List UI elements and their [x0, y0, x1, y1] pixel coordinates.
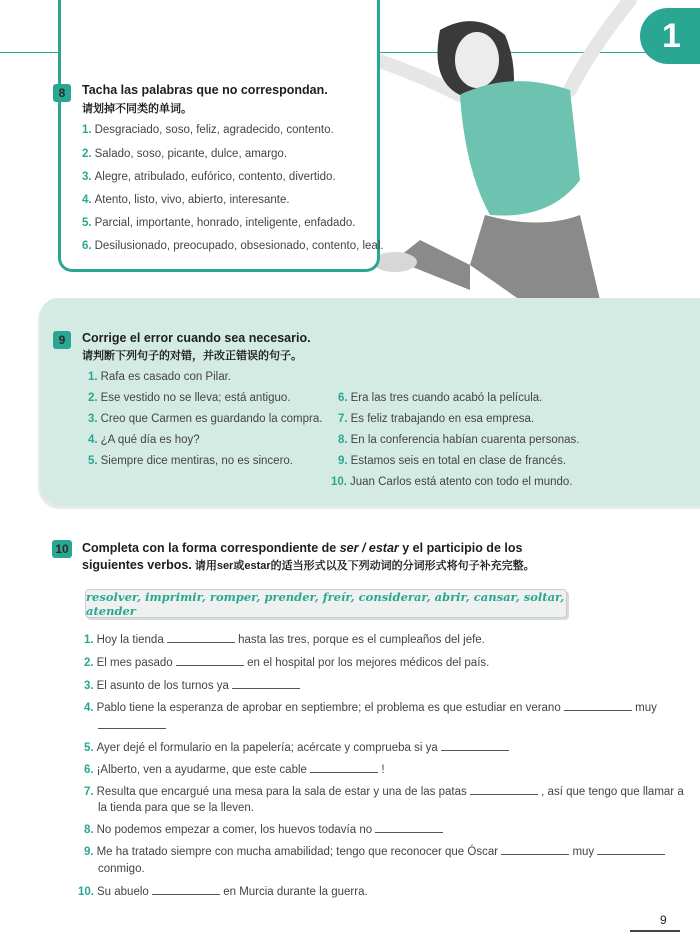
answer-blank[interactable] [98, 718, 166, 729]
answer-blank[interactable] [597, 844, 665, 855]
answer-blank[interactable] [501, 844, 569, 855]
exercise-9-item: 5. Siempre dice mentiras, no es sincero. [88, 455, 293, 467]
exercise-8-number: 8 [53, 84, 71, 102]
unit-number-badge: 1 [640, 8, 700, 64]
exercise-10-item-cont: conmigo. [98, 863, 145, 875]
answer-blank[interactable] [167, 632, 235, 643]
answer-blank[interactable] [375, 822, 443, 833]
answer-blank[interactable] [564, 700, 632, 711]
exercise-10-item: 3. El asunto de los turnos ya [84, 678, 300, 692]
exercise-10-item-cont: la tienda para que se la lleven. [98, 802, 254, 814]
exercise-8-subtitle: 请划掉不同类的单词。 [82, 103, 192, 115]
exercise-9-item: 4. ¿A qué día es hoy? [88, 434, 200, 446]
exercise-9-item: 8. En la conferencia habían cuarenta personas. [338, 434, 580, 446]
exercise-9-item: 6. Era las tres cuando acabó la película. [338, 392, 543, 404]
exercise-8-item: 6. Desilusionado, preocupado, obsesionado, contento, leal. [82, 240, 384, 252]
page-number: 9 [660, 913, 667, 927]
answer-blank[interactable] [310, 762, 378, 773]
exercise-9-item: 2. Ese vestido no se lleva; está antiguo. [88, 392, 291, 404]
answer-blank[interactable] [176, 655, 244, 666]
exercise-10-item: 5. Ayer dejé el formulario en la papelería; acércate y comprueba si ya [84, 740, 509, 754]
exercise-8-item: 2. Salado, soso, picante, dulce, amargo. [82, 148, 288, 160]
answer-blank[interactable] [152, 884, 220, 895]
answer-blank[interactable] [232, 678, 300, 689]
exercise-10-item: 10. Su abuelo en Murcia durante la guerra. [78, 886, 368, 898]
exercise-10-item: 1. Hoy la tienda hasta las tres, porque es el cumpleaños del jefe. [84, 634, 485, 646]
exercise-10-item: 9. Me ha tratado siempre con mucha amabilidad; tengo que reconocer que Óscar muy [84, 844, 665, 858]
page-number-rule [630, 930, 680, 932]
exercise-8-item: 4. Atento, listo, vivo, abierto, interesante. [82, 194, 290, 206]
exercise-10-item: 4. Pablo tiene la esperanza de aprobar en septiembre; el problema es que estudiar en verano muy [84, 702, 657, 714]
exercise-9-number: 9 [53, 331, 71, 349]
exercise-8-item: 5. Parcial, importante, honrado, inteligente, enfadado. [82, 217, 356, 229]
exercise-10-item: 6. ¡Alberto, ven a ayudarme, que este cable ! [84, 764, 385, 776]
answer-blank[interactable] [441, 740, 509, 751]
answer-blank[interactable] [470, 784, 538, 795]
exercise-8-item: 1. Desgraciado, soso, feliz, agradecido, contento. [82, 124, 334, 136]
exercise-9-subtitle: 请判断下列句子的对错，并改正错误的句子。 [82, 350, 302, 362]
exercise-10-item: 7. Resulta que encargué una mesa para la sala de estar y una de las patas , así que tengo que llamar a [84, 786, 684, 798]
exercise-10-item: 8. No podemos empezar a comer, los huevos todavía no [84, 822, 443, 836]
exercise-8-title: Tacha las palabras que no correspondan. [82, 83, 328, 97]
exercise-10-title: Completa con la forma correspondiente de ser / estar y el participio de los [82, 541, 523, 555]
exercise-9-item: 3. Creo que Carmen es guardando la compra. [88, 413, 323, 425]
exercise-10-item-cont [98, 718, 166, 732]
exercise-9-item: 9. Estamos seis en total en clase de francés. [338, 455, 567, 467]
exercise-10-item: 2. El mes pasado en el hospital por los mejores médicos del país. [84, 657, 490, 669]
exercise-9-item: 7. Es feliz trabajando en esa empresa. [338, 413, 535, 425]
exercise-9-item: 10. Juan Carlos está atento con todo el mundo. [331, 476, 573, 488]
word-bank: resolver, imprimir, romper, prender, freír, considerar, abrir, cansar, soltar, atender [85, 589, 567, 618]
exercise-9-item: 1. Rafa es casado con Pilar. [88, 371, 232, 383]
exercise-10-title-line2: siguientes verbos. 请用ser或estar的适当形式以及下列动词的分词形式将句子补充完整。 [82, 558, 535, 572]
exercise-8-box [58, 0, 380, 272]
exercise-9-title: Corrige el error cuando sea necesario. [82, 331, 311, 345]
exercise-8-item: 3. Alegre, atribulado, eufórico, contento, divertido. [82, 171, 336, 183]
exercise-10-number: 10 [52, 540, 72, 558]
